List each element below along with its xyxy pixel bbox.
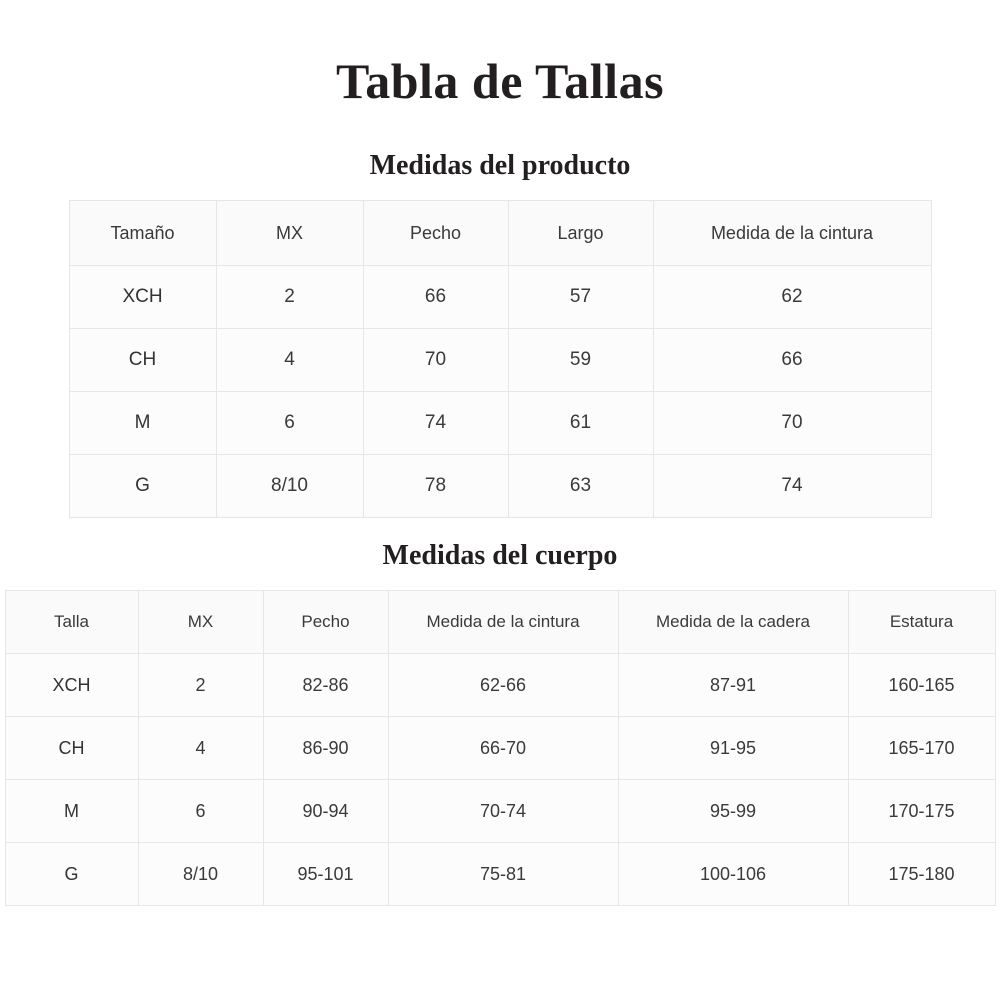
table-cell: 74 <box>363 392 508 455</box>
column-header: Pecho <box>363 201 508 266</box>
column-header: MX <box>138 591 263 654</box>
size-label: G <box>69 455 216 518</box>
table-cell: 70 <box>363 329 508 392</box>
table-cell: 4 <box>216 329 363 392</box>
table-row <box>69 329 931 392</box>
column-header: Pecho <box>263 591 388 654</box>
table-cell: 8/10 <box>216 455 363 518</box>
table-row <box>5 717 995 780</box>
column-header: Medida de la cintura <box>653 201 931 266</box>
table-cell: 91-95 <box>618 717 848 780</box>
table-cell: 90-94 <box>263 780 388 843</box>
table-cell: 59 <box>508 329 653 392</box>
table-cell: 165-170 <box>848 717 995 780</box>
size-label: M <box>5 780 138 843</box>
table-cell: 6 <box>138 780 263 843</box>
table-header-row <box>69 201 931 266</box>
table-cell: 66 <box>363 266 508 329</box>
table-row <box>5 843 995 906</box>
table-cell: 70 <box>653 392 931 455</box>
table-cell: 175-180 <box>848 843 995 906</box>
table-cell: 160-165 <box>848 654 995 717</box>
size-label: XCH <box>69 266 216 329</box>
table-row <box>69 392 931 455</box>
column-header: Largo <box>508 201 653 266</box>
size-label: M <box>69 392 216 455</box>
column-header: Talla <box>5 591 138 654</box>
table-row <box>5 654 995 717</box>
table-row <box>5 780 995 843</box>
table-cell: 2 <box>216 266 363 329</box>
page-title: Tabla de Tallas <box>335 53 665 109</box>
size-label: CH <box>5 717 138 780</box>
body-measurements-table <box>5 590 996 906</box>
column-header: Medida de la cintura <box>388 591 618 654</box>
table-row <box>69 266 931 329</box>
size-label: XCH <box>5 654 138 717</box>
table-cell: 66-70 <box>388 717 618 780</box>
table-header-row <box>5 591 995 654</box>
table-cell: 8/10 <box>138 843 263 906</box>
column-header: Medida de la cadera <box>618 591 848 654</box>
table-cell: 6 <box>216 392 363 455</box>
table-cell: 57 <box>508 266 653 329</box>
table-cell: 66 <box>653 329 931 392</box>
table-cell: 95-99 <box>618 780 848 843</box>
table-cell: 87-91 <box>618 654 848 717</box>
table-cell: 62-66 <box>388 654 618 717</box>
table-cell: 95-101 <box>263 843 388 906</box>
table-cell: 78 <box>363 455 508 518</box>
table-cell: 100-106 <box>618 843 848 906</box>
table-cell: 75-81 <box>388 843 618 906</box>
table-cell: 2 <box>138 654 263 717</box>
table-cell: 70-74 <box>388 780 618 843</box>
table-row <box>69 455 931 518</box>
column-header: Tamaño <box>69 201 216 266</box>
size-label: CH <box>69 329 216 392</box>
table-cell: 62 <box>653 266 931 329</box>
column-header: MX <box>216 201 363 266</box>
table-cell: 86-90 <box>263 717 388 780</box>
column-header: Estatura <box>848 591 995 654</box>
table-cell: 82-86 <box>263 654 388 717</box>
table-cell: 74 <box>653 455 931 518</box>
table-cell: 170-175 <box>848 780 995 843</box>
product-measurements-table <box>69 200 932 518</box>
body-measurements-heading: Medidas del cuerpo <box>382 540 618 571</box>
size-label: G <box>5 843 138 906</box>
table-cell: 63 <box>508 455 653 518</box>
table-cell: 61 <box>508 392 653 455</box>
table-cell: 4 <box>138 717 263 780</box>
product-measurements-heading: Medidas del producto <box>369 150 631 181</box>
